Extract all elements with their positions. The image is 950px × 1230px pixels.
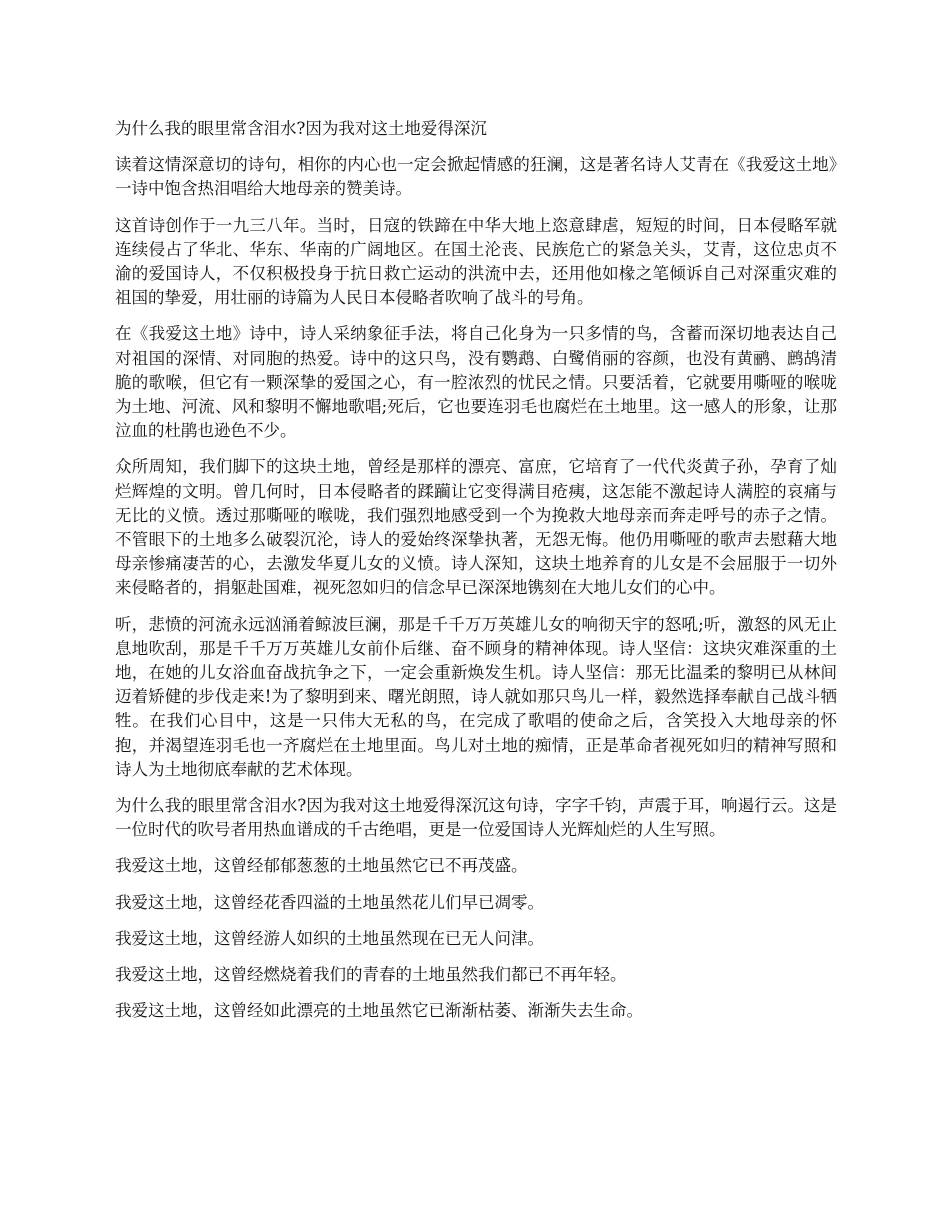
paragraph: 读着这情深意切的诗句，相你的内心也一定会掀起情感的狂澜，这是著名诗人艾青在《我爱这土地》一诗中饱含热泪唱给大地母亲的赞美诗。 (115, 155, 837, 199)
paragraph: 这首诗创作于一九三八年。当时，日寇的铁蹄在中华大地上恣意肆虐，短短的时间，日本侵略军就连续侵占了华北、华东、华南的广阔地区。在国土沦丧、民族危亡的紧急关头，艾青，这位忠贞不渝的爱国诗人，不仅积极投身于抗日救亡运动的洪流中去，还用他如椽之笔倾诉自己对深重灾难的祖国的挚爱，用壮丽的诗篇为人民日本侵略者吹响了战斗的号角。 (115, 215, 837, 308)
refrain-line: 我爱这土地，这曾经花香四溢的土地虽然花儿们早已凋零。 (115, 892, 544, 912)
paragraph: 众所周知，我们脚下的这块土地，曾经是那样的漂亮、富庶，它培育了一代代炎黄子孙，孕育了灿烂辉煌的文明。曾几何时，日本侵略者的蹂躏让它变得满目疮痍，这怎能不激起诗人满腔的哀痛与无比的义愤。透过那嘶哑的喉咙，我们强烈地感受到一个为挽救大地母亲而奔走呼号的赤子之情。不管眼下的土地多么破裂沉沦，诗人的爱始终深挚执著，无怨无悔。他仍用嘶哑的歌声去慰藉大地母亲惨痛凄苦的心，去激发华夏儿女的义愤。诗人深知，这块土地养育的儿女是不会屈服于一切外来侵略者的，捐躯赴国难，视死忽如归的信念早已深深地镌刻在大地儿女们的心中。 (115, 457, 837, 598)
document-title: 为什么我的眼里常含泪水?因为我对这土地爱得深沉 (115, 119, 487, 138)
refrain-line: 我爱这土地，这曾经郁郁葱葱的土地虽然它已不再茂盛。 (115, 856, 528, 876)
paragraph: 为什么我的眼里常含泪水?因为我对这土地爱得深沉这句诗，字字千钧，声震于耳，响遏行云。这是一位时代的吹号者用热血谱成的千古绝唱，更是一位爱国诗人光辉灿烂的人生写照。 (115, 796, 837, 840)
paragraph: 在《我爱这土地》诗中，诗人采纳象征手法，将自己化身为一只多情的鸟，含蓄而深切地表达自己对祖国的深情、对同胞的热爱。诗中的这只鸟，没有鹦鹉、白鹭俏丽的容颜，也没有黄鹂、鹧鸪清脆的歌喉，但它有一颗深挚的爱国之心，有一腔浓烈的忧民之情。只要活着，它就要用嘶哑的喉咙为土地、河流、风和黎明不懈地歌唱;死后，它也要连羽毛也腐烂在土地里。这一感人的形象，让那泣血的杜鹃也逊色不少。 (115, 324, 837, 441)
document-body (115, 117, 837, 1036)
refrain-line: 我爱这土地，这曾经游人如织的土地虽然现在已无人问津。 (115, 928, 544, 948)
refrain-line: 我爱这土地，这曾经如此漂亮的土地虽然它已渐渐枯萎、渐渐失去生命。 (115, 1001, 643, 1021)
paragraph: 听，悲愤的河流永远汹涌着鲸波巨澜，那是千千万万英雄儿女的响彻天宇的怒吼;听，激怒的风无止息地吹刮，那是千千万万英雄儿女前仆后继、奋不顾身的精神体现。诗人坚信：这块灾难深重的土地，在她的儿女浴血奋战抗争之下，一定会重新焕发生机。诗人坚信：那无比温柔的黎明已从林间迈着矫健的步伐走来!为了黎明到来、曙光朗照，诗人就如那只鸟儿一样，毅然选择奉献自己战斗牺牲。在我们心目中，这是一只伟大无私的鸟，在完成了歌唱的使命之后，含笑投入大地母亲的怀抱，并渴望连羽毛也一齐腐烂在土地里面。鸟儿对土地的痴情，正是革命者视死如归的精神写照和诗人为土地彻底奉献的艺术体现。 (115, 614, 837, 779)
refrain-line: 我爱这土地，这曾经燃烧着我们的青春的土地虽然我们都已不再年轻。 (115, 965, 627, 985)
